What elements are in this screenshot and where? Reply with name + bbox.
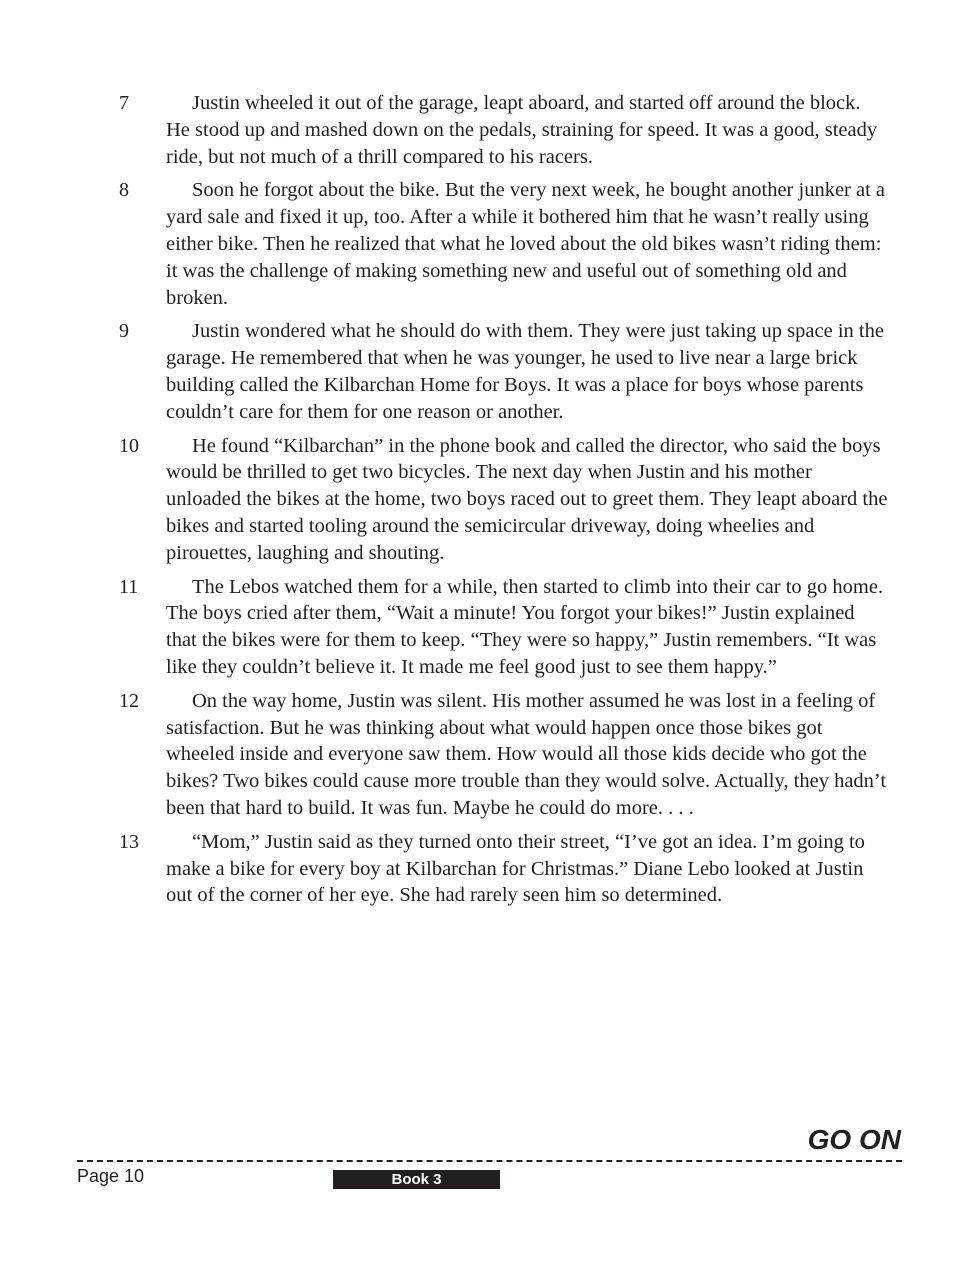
paragraph-number: 10 [119, 434, 139, 457]
paragraph-number: 9 [119, 320, 129, 343]
paragraph-number: 13 [119, 830, 139, 853]
paragraph-number: 12 [119, 689, 139, 712]
paragraph-text: He found “Kilbarchan” in the phone book and called the director, who said the boys would be thrilled to get two bicycles. The next day when Justin and his mother unloaded the bikes at the home, two boys raced out to greet them. They leapt aboard the bikes and started tooling around the semicircular driveway, doing wheelies and pirouettes, laughing and shouting. [166, 434, 888, 564]
paragraph-text: Justin wheeled it out of the garage, leapt aboard, and started off around the block. He stood up and mashed down on the pedals, straining for speed. It was a good, steady ride, but not much of a thrill compared to his racers. [166, 92, 878, 168]
paragraph-13 [0, 829, 979, 909]
paragraph-text: The Lebos watched them for a while, then started to climb into their car to go home. The boys cried after them, “Wait a minute! You forgot your bikes!” Justin explained that the bikes were for them to keep. “They were so happy,” Justin remembers. “It was like they couldn’t believe it. It made me feel good just to see them happy.” [166, 575, 884, 678]
paragraph-text: Soon he forgot about the bike. But the very next week, he bought another junker at a yard sale and fixed it up, too. After a while it bothered him that he wasn’t really using either bike. Then he realized that what he loved about the old bikes wasn’t riding them: it was the challenge of making something new and useful out of something old and broken. [166, 179, 886, 309]
paragraph-8 [0, 177, 979, 311]
paragraph-text: On the way home, Justin was silent. His mother assumed he was lost in a feeling of satisfaction. But he was thinking about what would happen once those bikes got wheeled inside and everyone saw them. How would all those kids decide who got the bikes? Two bikes could cause more trouble than they would solve. Actually, they hadn’t been that hard to build. It was fun. Maybe he could do more. . . . [166, 689, 887, 819]
book-label: Book 3 [333, 1170, 500, 1189]
reading-passage [0, 90, 979, 916]
paragraph-number: 8 [119, 179, 129, 202]
paragraph-9 [0, 318, 979, 425]
page-number: Page 10 [77, 1166, 145, 1186]
paragraph-number: 11 [119, 575, 139, 598]
paragraph-11 [0, 574, 979, 681]
footer-divider [77, 1160, 902, 1162]
paragraph-text: Justin wondered what he should do with them. They were just taking up space in the garage. He remembered that when he was younger, he used to live near a large brick building called the Kilbarchan Home for Boys. It was a place for boys whose parents couldn’t care for them for one reason or another. [166, 320, 884, 423]
paragraph-number: 7 [119, 92, 129, 114]
go-on-label: GO ON [807, 1124, 901, 1155]
paragraph-10 [0, 433, 979, 567]
paragraph-12 [0, 688, 979, 822]
paragraph-text: “Mom,” Justin said as they turned onto their street, “I’ve got an idea. I’m going to make a bike for every boy at Kilbarchan for Christmas.” Diane Lebo looked at Justin out of the corner of her eye. She had rarely seen him so determined. [166, 830, 865, 907]
paragraph-7 [0, 90, 979, 170]
